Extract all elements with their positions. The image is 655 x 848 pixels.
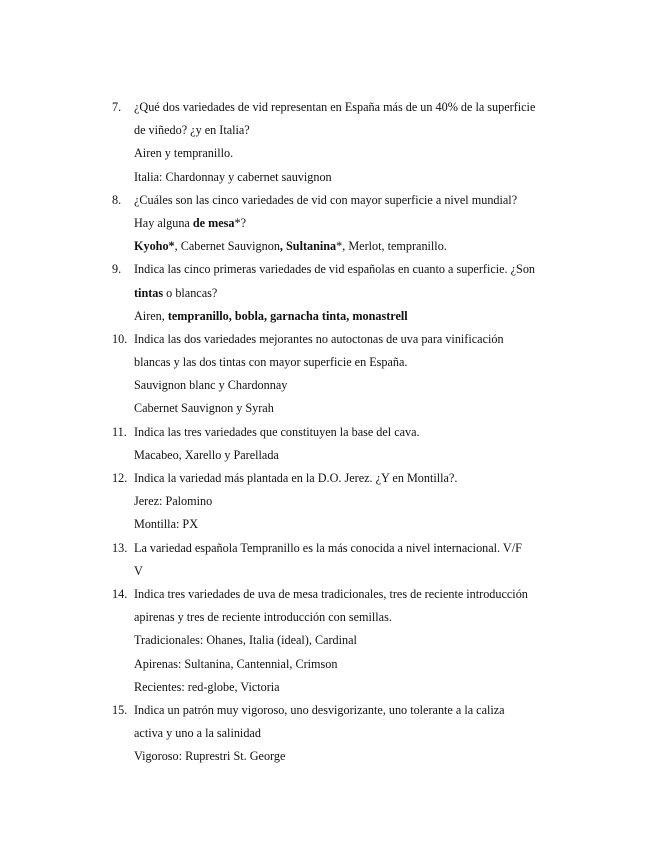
question-item bbox=[112, 258, 572, 328]
question-item bbox=[112, 96, 572, 189]
question-line bbox=[112, 537, 572, 560]
text-segment: Indica las cinco primeras variedades de vid españolas en cuanto a superficie. ¿Son bbox=[134, 262, 536, 277]
text-segment: ¿Cuáles son las cinco variedades de vid con mayor superficie a nivel mundial? bbox=[134, 192, 518, 207]
question-number: 9. bbox=[112, 262, 122, 277]
text-segment: Recientes: red-globe, Victoria bbox=[134, 679, 280, 694]
question-line bbox=[112, 351, 572, 374]
question-item bbox=[112, 467, 572, 537]
text-segment: , Sultanina bbox=[279, 239, 337, 254]
text-segment: activa y uno a la salinidad bbox=[134, 726, 261, 741]
text-segment: Cabernet Sauvignon y Syrah bbox=[134, 401, 274, 416]
question-line bbox=[112, 467, 572, 490]
text-segment: ¿Qué dos variedades de vid representan en España más de un 40% de la superficie bbox=[134, 100, 536, 114]
text-segment: *, Merlot, tempranillo. bbox=[336, 239, 447, 254]
question-line bbox=[112, 96, 572, 119]
question-line bbox=[112, 258, 572, 281]
question-line bbox=[112, 282, 572, 305]
text-segment: Sauvignon blanc y Chardonnay bbox=[134, 378, 288, 393]
question-number: 15. bbox=[112, 702, 128, 717]
answer-line bbox=[112, 653, 572, 676]
text-segment: blancas y las dos tintas con mayor superficie en España. bbox=[134, 355, 408, 370]
answer-line bbox=[112, 235, 572, 258]
question-item bbox=[112, 537, 572, 583]
text-segment: Airen y tempranillo. bbox=[134, 146, 234, 161]
answer-line bbox=[112, 142, 572, 165]
text-segment: , Cabernet Sauvignon bbox=[174, 239, 280, 254]
text-segment: Airen, bbox=[134, 308, 168, 323]
text-segment: *? bbox=[234, 215, 247, 230]
question-number: 10. bbox=[112, 331, 128, 346]
text-segment: Apirenas: Sultanina, Cantennial, Crimson bbox=[134, 656, 338, 671]
text-segment: Hay alguna bbox=[134, 215, 193, 230]
text-segment: apirenas y tres de reciente introducción con semillas. bbox=[134, 610, 392, 625]
answer-line bbox=[112, 745, 572, 768]
question-number: 13. bbox=[112, 540, 128, 555]
text-segment: Tradicionales: Ohanes, Italia (ideal), Cardinal bbox=[134, 633, 357, 648]
answer-line bbox=[112, 513, 572, 536]
question-number: 11. bbox=[112, 424, 127, 439]
question-line bbox=[112, 606, 572, 629]
text-segment: o blancas? bbox=[163, 285, 218, 300]
text-segment: V bbox=[134, 563, 143, 578]
text-segment: Indica la variedad más plantada en la D.O. Jerez. ¿Y en Montilla?. bbox=[134, 471, 458, 485]
text-segment: de viñedo? ¿y en Italia? bbox=[134, 123, 250, 138]
text-segment: Macabeo, Xarello y Parellada bbox=[134, 447, 279, 462]
question-line bbox=[112, 699, 572, 722]
question-number: 14. bbox=[112, 586, 128, 601]
text-segment: Montilla: PX bbox=[134, 517, 198, 532]
question-item bbox=[112, 189, 572, 259]
answer-line bbox=[112, 676, 572, 699]
text-segment: tempranillo, bobla, garnacha tinta, monastrell bbox=[167, 308, 408, 323]
question-list bbox=[112, 96, 572, 768]
question-number: 12. bbox=[112, 471, 128, 485]
question-number: 7. bbox=[112, 100, 122, 114]
question-line bbox=[112, 421, 572, 444]
question-item bbox=[112, 699, 572, 769]
text-segment: La variedad española Tempranillo es la más conocida a nivel internacional. V/F bbox=[134, 540, 522, 555]
text-segment: Indica un patrón muy vigoroso, uno desvigorizante, uno tolerante a la caliza bbox=[134, 702, 505, 717]
text-segment: Indica las dos variedades mejorantes no autoctonas de uva para vinificación bbox=[134, 331, 504, 346]
answer-line bbox=[112, 305, 572, 328]
text-segment: Kyoho* bbox=[134, 239, 175, 254]
answer-line bbox=[112, 166, 572, 189]
text-segment: Jerez: Palomino bbox=[134, 494, 213, 509]
answer-line bbox=[112, 444, 572, 467]
answer-line bbox=[112, 560, 572, 583]
answer-line bbox=[112, 490, 572, 513]
question-number: 8. bbox=[112, 192, 122, 207]
text-segment: Indica tres variedades de uva de mesa tradicionales, tres de reciente introducción bbox=[134, 586, 528, 601]
question-line bbox=[112, 119, 572, 142]
question-item bbox=[112, 421, 572, 467]
answer-line bbox=[112, 629, 572, 652]
text-segment: de mesa bbox=[192, 215, 235, 230]
answer-line bbox=[112, 374, 572, 397]
answer-line bbox=[112, 397, 572, 420]
text-segment: Vigoroso: Ruprestri St. George bbox=[134, 749, 286, 764]
question-item bbox=[112, 583, 572, 699]
question-line bbox=[112, 583, 572, 606]
question-line bbox=[112, 328, 572, 351]
text-segment: Italia: Chardonnay y cabernet sauvignon bbox=[134, 169, 332, 184]
question-item bbox=[112, 328, 572, 421]
question-line bbox=[112, 722, 572, 745]
question-line bbox=[112, 189, 572, 212]
question-line bbox=[112, 212, 572, 235]
text-segment: tintas bbox=[134, 285, 164, 300]
text-segment: Indica las tres variedades que constituyen la base del cava. bbox=[134, 424, 420, 439]
